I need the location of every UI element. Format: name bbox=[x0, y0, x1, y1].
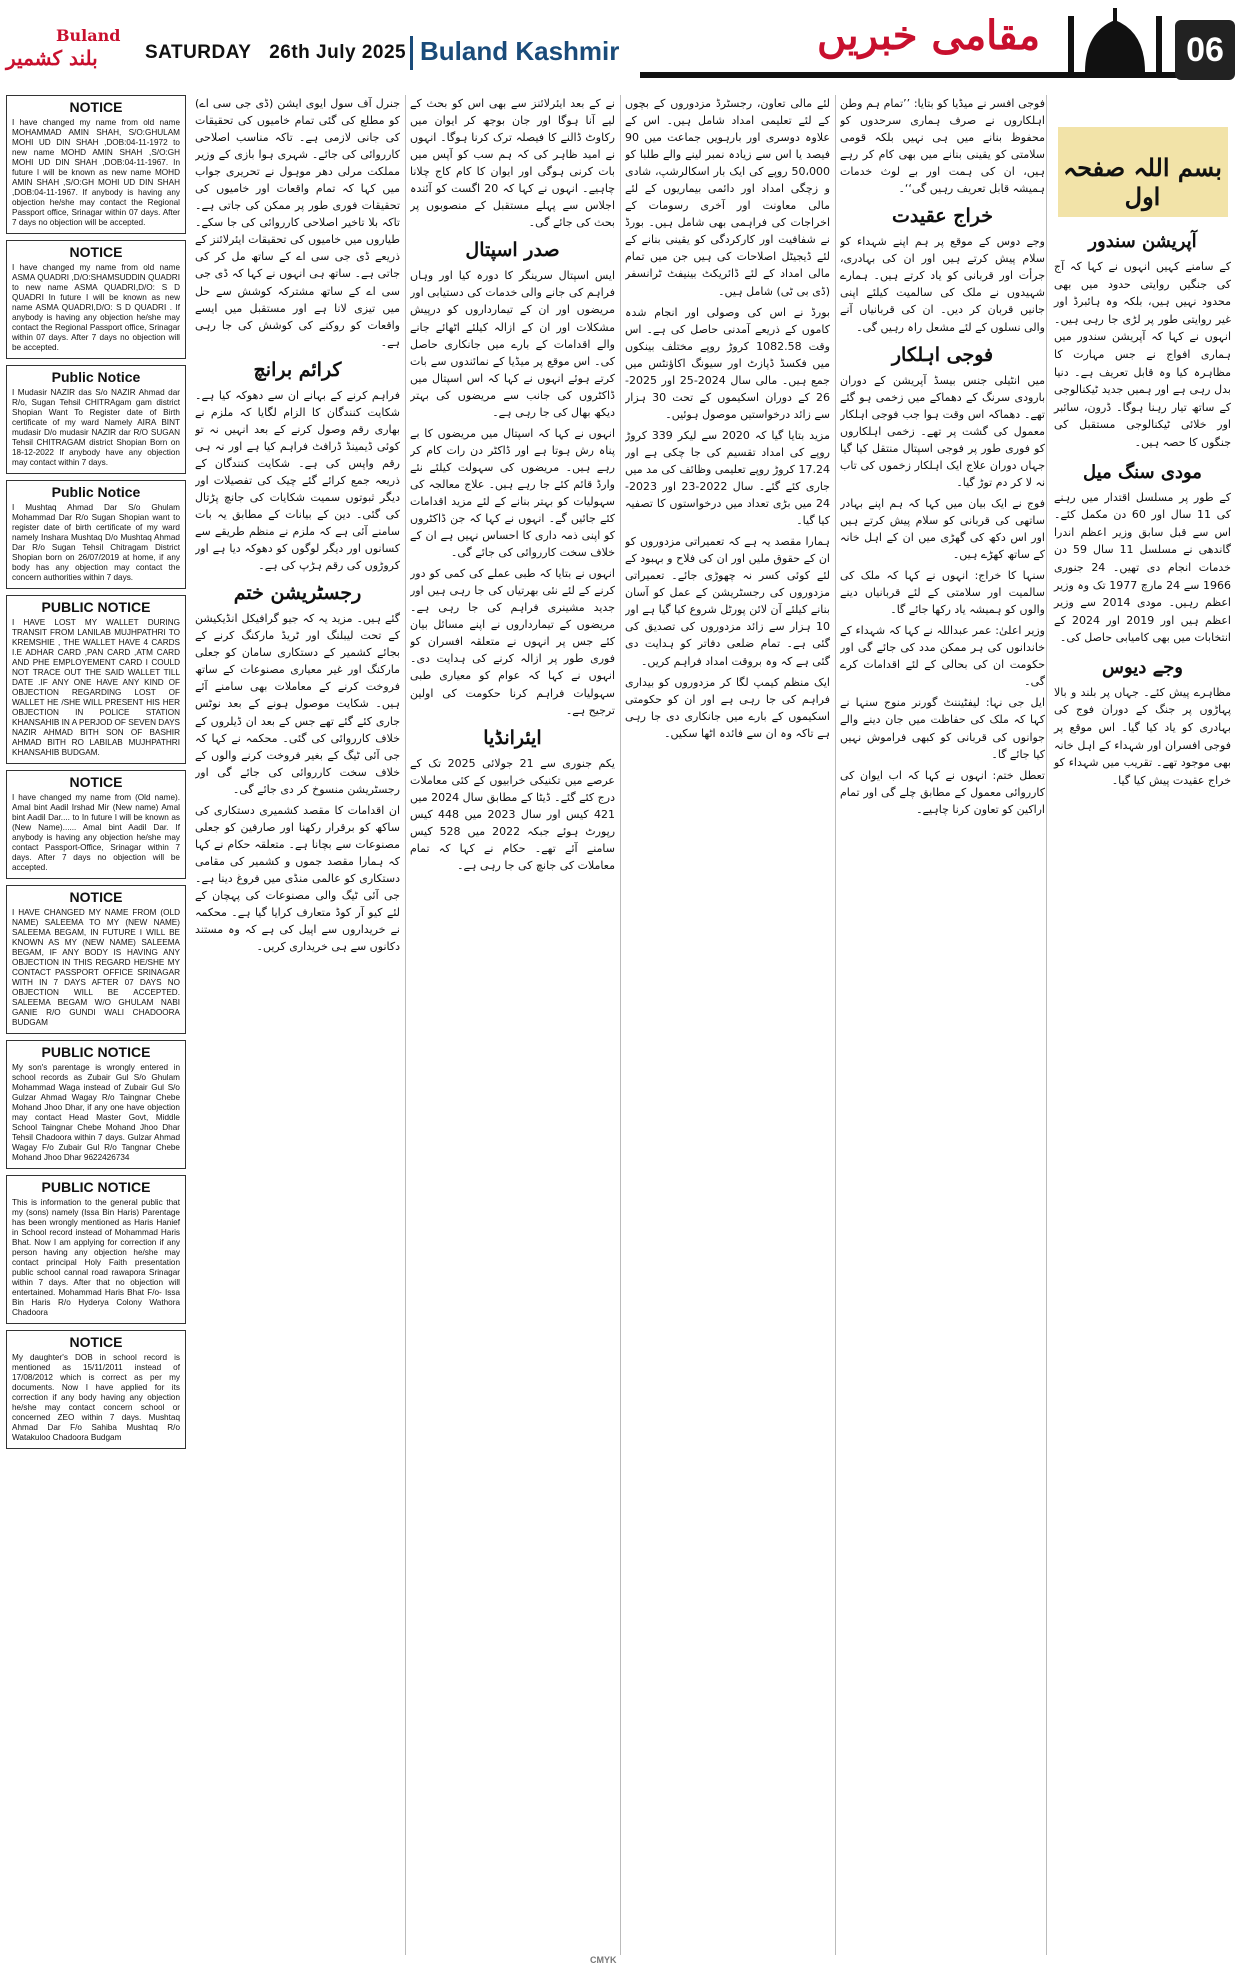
section-masthead bbox=[640, 6, 1180, 86]
column-3-paras-1 bbox=[625, 95, 830, 742]
article-paragraph: ایل جی نہا: لیفٹیننٹ گورنر منوج سنہا نے کہا کہ ملک کی حفاظت میں جان دینے والے جوانوں کی قربانی کو کبھی فراموش نہیں کیا جائے گا۔ bbox=[840, 696, 1045, 761]
brand-kashmir: Kashmir bbox=[508, 36, 620, 66]
notice-title: PUBLIC NOTICE bbox=[41, 1179, 151, 1195]
news-column-3 bbox=[625, 95, 830, 1955]
date-line bbox=[145, 42, 406, 64]
column-4-head-2: خراج عقیدت bbox=[892, 205, 993, 228]
notice-body: My son's parentage is wrongly entered in school records as Zubair Gul S/o Ghulam Mohammad Waga instead of Zubair Gul S/o Gulzar Ahmad Wagay R/o Taingnar Chebe Mohand Jhoo Dhar, if any one have objection may contact Head Master Govt, Middle School Taingnar Chebe Mohand Jhoo Dhar Tehsil Chadoora within 7 days. Gulzar Ahmad Wagay F/o Zubair Gul R/o Tangnar Chebe Mohand Jhoo Dhar 9622426734 bbox=[12, 1063, 180, 1162]
notice-box bbox=[6, 1040, 186, 1169]
notice-box bbox=[6, 240, 186, 359]
column-1-paras-3 bbox=[195, 610, 400, 955]
column-4-paras-1 bbox=[840, 95, 1045, 197]
notice-box bbox=[6, 885, 186, 1034]
notice-box bbox=[6, 1175, 186, 1324]
notice-box bbox=[6, 770, 186, 879]
column-divider bbox=[1046, 95, 1047, 1955]
notice-box bbox=[6, 1330, 186, 1449]
brand-buland: Buland bbox=[420, 36, 509, 66]
newspaper-logo bbox=[6, 22, 156, 72]
feature-heading: آپریشن سندور bbox=[1088, 231, 1197, 252]
logo-ur: بلند کشمیر bbox=[6, 46, 98, 70]
column-2-paras-3 bbox=[410, 755, 615, 874]
mosque-dome-icon bbox=[1060, 6, 1170, 72]
column-4-paras-2 bbox=[840, 233, 1045, 335]
feature-text: کے طور پر مسلسل اقتدار میں رہنے کی 11 سال اور 60 دن مکمل کئے۔ اس سے قبل سابق وزیر اعظم اندرا گاندھی نے مسلسل 11 سال 59 دن خدمات انجام دی تھیں۔ 24 جنوری 1966 سے 24 مارچ 1977 تک وہ وزیر اعظم رہیں۔ مودی 2014 سے وزیر اعظم ہیں اور 2019 اور 2024 کے انتخابات میں بھی کامیابی حاصل کی۔ bbox=[1054, 490, 1231, 645]
article-paragraph: انہوں نے بتایا کہ طبی عملے کی کمی کو دور کرنے کے لئے نئی بھرتیاں کی جا رہی ہیں اور جدید مشینری فراہم کی جا رہی ہے۔ مریضوں کے تیمارداروں نے اپنے مسائل بیان کئے جس پر انہوں نے متعلقہ افسران کو فوری طور پر ازالہ کرنے کی ہدایت دی۔ انہوں نے کہا کہ عوام کو معیاری طبی سہولیات فراہم کرنا حکومت کی اولین ترجیح ہے۔ bbox=[410, 567, 615, 717]
notice-body: I have changed my name from old name ASMA QUADRI ,D/O:SHAMSUDDIN QUADRI to new name ASMA QUADRI,D/O: S D QUADRI In future I will be known as new name ASMA QUADRI,D/O: S D QUADRI . If anybody is having any objection he/she may contact the Regional Passport office, Srinagar within 07 days. After 7 days no objection will be accepted. bbox=[12, 263, 180, 352]
notice-title: NOTICE bbox=[69, 1334, 123, 1350]
column-2-paras-1 bbox=[410, 95, 615, 231]
print-marks: CMYK bbox=[590, 1955, 617, 1965]
column-1-head-3: رجسٹریشن ختم bbox=[233, 582, 362, 605]
masthead-header bbox=[0, 0, 1241, 90]
notice-box bbox=[6, 365, 186, 474]
column-divider bbox=[620, 95, 621, 1955]
feature-text: مظاہرے پیش کئے۔ جہاں پر بلند و بالا پہاڑوں پر جنگ کے دوران فوج کی بہادری کو یاد کیا گیا۔ اس موقع پر فوجی افسران اور شہداء کے اہل خانہ بھی موجود تھے۔ تقریب میں شہداء کو خراج عقیدت پیش کیا گیا۔ bbox=[1054, 685, 1231, 787]
article-paragraph: یکم جنوری سے 21 جولائی 2025 تک کے عرصے میں تکنیکی خرابیوں کے کئی معاملات درج کئے گئے۔ ڈیٹا کے مطابق سال 2024 میں 421 کیس اور سال 2023 میں 448 کیس رپورٹ ہوئے جبکہ 2022 میں 528 کیس سامنے آئے تھے۔ حکام نے کہا کہ تمام معاملات کی جانچ کی جا رہی ہے۔ bbox=[410, 756, 615, 872]
news-column-4 bbox=[840, 95, 1045, 1955]
notice-title: NOTICE bbox=[69, 99, 123, 115]
article-paragraph: میں انٹیلی جنس بیسڈ آپریشن کے دوران بارودی سرنگ کے دھماکے میں زخمی ہو گئے تھے۔ دھماکہ اس وقت ہوا جب فوجی اہلکار معمول کی گشت پر تھے۔ زخمی اہلکاروں کو فوری طور پر فوجی اسپتال منتقل کیا گیا جہاں دوران علاج ایک اہلکار زخموں کی تاب نہ لا کر دم توڑ گیا۔ bbox=[840, 373, 1045, 489]
notice-title: Public Notice bbox=[51, 484, 141, 500]
notice-box bbox=[6, 480, 186, 589]
article-paragraph: بورڈ نے اس کی وصولی اور انجام شدہ کاموں کے ذریعے آمدنی حاصل کی ہے۔ اس وقت 1082.58 کروڑ روپے مختلف بینکوں میں فکسڈ ڈپازٹ اور سیونگ اکاؤنٹس میں جمع ہیں۔ مالی سال 2024-25 اور 2025-26 کے دوران اسکیموں کے تحت 30 ہزار سے زائد درخواستیں موصول ہوئیں۔ bbox=[625, 305, 830, 421]
brand-name bbox=[420, 36, 619, 67]
article-paragraph: گئے ہیں۔ مزید یہ کہ جیو گرافیکل انڈیکیشن کے تحت لیبلنگ اور ٹریڈ مارکنگ کرنے کے بجائے کشمیر کے دستکاری سامان کو جعلی مارکنگ اور غیر معیاری مصنوعات کے ساتھ فروخت کرنے کے معاملات بھی سامنے آئے ہیں۔ شکایت موصول ہونے کے بعد نوٹس جاری کئے گئے تھے جس کے بعد ان ڈیلروں کے خلاف کارروائی کی گئی۔ محکمہ نے کہا کہ جی آئی ٹیگ کے بغیر فروخت کرنے والوں کے خلاف سخت کارروائی کی جائے گی اور رجسٹریشن منسوخ کر دی جائے گی۔ bbox=[195, 612, 400, 796]
column-1-head-2: کرائم برانچ bbox=[253, 358, 342, 381]
notice-title: NOTICE bbox=[69, 774, 123, 790]
column-2-paras-2 bbox=[410, 267, 615, 718]
article-paragraph: نے کے بعد ایئرلائنز سے بھی اس کو بحث کے لیے آنا ہوگا اور جان بوجھ کر ایوان میں رکاوٹ ڈالنے کا فیصلہ ترک کرنا ہوگا۔ انہوں نے امید ظاہر کی کہ ہم سب کو آپس میں بات کرنی ہوگی اور ایوان کا کام کاج چلانا چاہیے۔ انہوں نے کہا کہ 20 اگست کو آئندہ اجلاس سے پہلے مستقبل کے منصوبوں پر بحث کی جائے گی۔ bbox=[410, 97, 615, 230]
column-divider bbox=[405, 95, 406, 1955]
article-paragraph: سنہا کا خراج: انہوں نے کہا کہ ملک کی سالمیت اور سلامتی کے لئے قربانیاں دینے والوں کو ہمیشہ یاد رکھا جائے گا۔ bbox=[840, 569, 1045, 617]
logo-en: Buland bbox=[56, 26, 121, 45]
news-column-2 bbox=[410, 95, 615, 1955]
article-paragraph: فراہم کرنے کے بہانے ان سے دھوکہ کیا ہے۔ شکایت کنندگان کا الزام لگایا کہ ملزم نے بھاری رقم وصول کرنے کے بعد انہیں نہ تو کوئی ڈیمینڈ ڈرافٹ فراہم کیا ہے اور نہ ہی رقم واپس کی ہے۔ شکایت کنندگان کے ذریعہ جمع کرائے گئے چیک کی تفصیلات اور دیگر ثبوتوں سمیت شکایات کی جانچ پڑتال کی گئی۔ دین کے بیانات کے مطابق یہ بات سامنے آئی ہے کہ ملزم نے منظم طریقے سے کسانوں اور دیگر لوگوں کو دھوکہ دیا ہے اور کروڑوں کی رقم ہڑپ کی ہے۔ bbox=[195, 388, 400, 573]
notice-body: I Mushtaq Ahmad Dar S/o Ghulam Mohammad Dar R/o Sugan Shopian want to register date of birth certificate of my ward namely Inshara Mushtaq D/o Mushtaq Ahmad Dar R/o Sugan Tehsil Chitragam District Shopian born on 26/07/2019 at home, if any body has any objection may contact the concern authorities within 7 days. bbox=[12, 503, 180, 582]
article-paragraph: انہوں نے کہا کہ اسپتال میں مریضوں کا بے پناہ رش ہوتا ہے اور ڈاکٹر دن رات کام کر رہے ہیں۔ مریضوں کی سہولت کیلئے نئے وارڈ قائم کئے جا رہے ہیں۔ علاج معالجہ کی سہولیات کو بہتر بنانے کے لئے مزید اقدامات کئے جائیں گے۔ انہوں نے کہا کہ جن ڈاکٹروں کو اپنی ذمہ داری کا احساس نہیں ہے ان کے خلاف سخت کارروائی کی جائے گی۔ bbox=[410, 426, 615, 560]
article-paragraph: ایس اسپتال سرینگر کا دورہ کیا اور وہاں فراہم کی جانے والی خدمات کی دستیابی اور مریضوں اور ان کے تیمارداروں کو درپیش مشکلات اور ان کے ازالہ کیلئے اٹھائے جانے والے اقدامات کے بارے میں جانکاری حاصل کی۔ اس موقع پر میڈیا کے نمائندوں سے بات کرتے ہوئے انہوں نے کہا کہ اس اسپتال میں ڈاکٹروں کی جانب سے مریضوں کی بہتر دیکھ بھال کی جا رہی ہے۔ bbox=[410, 269, 615, 419]
notice-title: PUBLIC NOTICE bbox=[41, 599, 151, 615]
article-paragraph: لئے مالی تعاون، رجسٹرڈ مزدوروں کے بچوں کے لئے تعلیمی امداد شامل ہیں۔ اس کے علاوہ دوسری اور بارہویں جماعت میں 90 فیصد یا اس سے زیادہ نمبر لینے والے طلبا کو 50،000 روپے کی ایک بار اسکالرشپ، شادی و زچگی امداد اور دائمی بیماریوں کے لئے مالی معاونت اور آخری رسومات کے اخراجات کی فراہمی بھی شامل ہیں۔ بورڈ نے شفافیت اور کارکردگی کو یقینی بنانے کے لئے ڈیجیٹل اصلاحات کی ہیں جن میں تمام مالی امداد کے لئے ڈائریکٹ بینیفٹ ٹرانسفر (ڈی بی ٹی) شامل ہیں۔ bbox=[625, 97, 830, 298]
column-1-paras-2 bbox=[195, 387, 400, 575]
notice-body: My daughter's DOB in school record is mentioned as 15/11/2011 instead of 17/08/2012 which is correct as per my documents. Now I have applied for its correction if any body having any objection he/she may contact concern school or concerned ZEO within 7 days. Mushtaq Ahmad Dar F/o Sahiba Mushtaq R/o Watakuloo Chadoora Budgam bbox=[12, 1353, 180, 1442]
header-divider bbox=[410, 36, 413, 70]
notice-title: NOTICE bbox=[69, 244, 123, 260]
notice-body: I HAVE LOST MY WALLET DURING TRANSIT FROM LANILAB MUJHPATHRI TO KREMSHIE , THE WALLET HAVE 4 CARDS I.E ADHAR CARD ,PAN CARD ,ATM CARD AND PHE EMPLOYEMENT CARD I COULD NOT TRACE OUT THE SAID WALLET TILL DATE .IF ANY ONE HAVE ANY KIND OF OBJECTION REGARDING LOST OF WALLET HE /SHE WILL PRESENT HIS HER OBJECTION IN POLICE STATION KHANSAHIB IN A PERJOD OF SEVEN DAYS NAZIR AHMAD BITH SON OF BASHIR AHMAD BITH RO LABILAB MUJHPATHRI KHANSAHIB BUDGAM. bbox=[12, 618, 180, 757]
notice-title: PUBLIC NOTICE bbox=[41, 1044, 151, 1060]
date: 26th July 2025 bbox=[269, 42, 407, 63]
notice-box bbox=[6, 595, 186, 764]
feature-heading: مودی سنگ میل bbox=[1083, 461, 1202, 483]
notice-body: I have changed my name from old name MOHAMMAD AMIN SHAH, S/O:GHULAM MOHI UD DIN SHAH ,DOB:04-11-1972 to new name MOHD AMIN SHAH ,S/O:GH MOHI UD DIN SHAH ,DOB:04-11-1967. In future I will be known as new name MOHD AMIN SHAH ,S/O:GH MOHI UD DIN SHAH ,DOB:04-11-1967. If anybody is having any objection he/she may contact the Regional Passport office, Srinagar within 07 days. After 7 days no objection will be accepted. bbox=[12, 118, 180, 227]
article-paragraph: ہمارا مقصد یہ ہے کہ تعمیراتی مزدوروں کو ان کے حقوق ملیں اور ان کی فلاح و بہبود کے لئے کوئی کسر نہ چھوڑی جائے۔ تعمیراتی مزدوروں کی رجسٹریشن کے عمل کو آسان بنانے کیلئے آن لائن پورٹل شروع کیا گیا ہے اور 10 ہزار سے زائد مزدوروں کی تصدیق کی گئی ہے۔ تمام ضلعی دفاتر کو ہدایت دی گئی ہے کہ وہ بروقت امداد فراہم کریں۔ bbox=[625, 535, 830, 668]
column-1-paras-1 bbox=[195, 95, 400, 351]
bismillah-title: بسم اللہ صفحہ اول bbox=[1063, 153, 1222, 211]
article-paragraph: ان اقدامات کا مقصد کشمیری دستکاری کی ساکھ کو برقرار رکھنا اور صارفین کو جعلی مصنوعات سے بچانا ہے۔ متعلقہ حکام نے کہا کہ ہمارا مقصد جموں و کشمیر کی مقامی دستکاری کو عالمی منڈی میں فروغ دینا ہے۔ جی آئی ٹیگ والی مصنوعات کی پہچان کے لئے کیو آر کوڈ متعارف کرایا گیا ہے۔ محکمہ نے خریداروں سے اپیل کی ہے کہ وہ مستند دکانوں سے ہی خریداری کریں۔ bbox=[195, 803, 400, 954]
column-divider bbox=[835, 95, 836, 1955]
feature-text: کے سامنے کہیں انہوں نے کہا کہ آج کی جنگیں روایتی حدود میں بھی محدود نہیں ہیں، بلکہ وہ ہائبرڈ اور غیر روایتی طور پر لڑی جا رہی ہیں۔ انہوں نے کہا کہ آپریشن سندور میں ہماری افواج نے جس مہارت کا مظاہرہ کیا وہ قابل تعریف ہے۔ دنیا بدل رہی ہے اور ہمیں جدید ٹیکنالوجی کے ساتھ تیار رہنا ہوگا۔ ڈرون، سائبر اور خلائی ٹیکنالوجی مستقبل کی جنگوں کا حصہ ہیں۔ bbox=[1054, 260, 1231, 449]
article-paragraph: وجے دوس کے موقع پر ہم اپنے شہداء کو سلام پیش کرتے ہیں اور ان کی بہادری، جرأت اور قربانی کو یاد کرتے ہیں۔ ہمارے شہیدوں نے ملک کی سالمیت کیلئے اپنی جانیں قربان کر دیں۔ ان کی قربانیاں آنے والی نسلوں کے لئے مشعل راہ رہیں گی۔ bbox=[840, 235, 1045, 334]
article-paragraph: وزیر اعلیٰ: عمر عبداللہ نے کہا کہ شہداء کے خاندانوں کی ہر ممکن مدد کی جائے گی اور حکومت ان کی بحالی کے لئے اقدامات کرے گی۔ bbox=[840, 624, 1045, 689]
bismillah-box bbox=[1058, 127, 1228, 217]
section-title: مقامی خبریں bbox=[817, 12, 1040, 59]
masthead-rule bbox=[640, 72, 1180, 78]
column-4-head-3: فوجی اہلکار bbox=[891, 343, 994, 366]
notice-body: This is information to the general public that my (sons) namely (Issa Bin Haris) Parentage has been wrongly mentioned as Haris Hanief in School record instead of Mohammad Haris Bhat. Now I am applying for correction if any person having any objection he/she may contact principal Holy Faith presentation public school cannal road rawapora Srinagar within 7 days. After that no objection will entertained. Mohammad Haris Bhat F/o- Issa Bin Haris R/o Hyderya Colony Wathora Chadoora bbox=[12, 1198, 180, 1317]
page-number: 06 bbox=[1175, 20, 1235, 80]
notice-box bbox=[6, 95, 186, 234]
article-paragraph: تعطل ختم: انہوں نے کہا کہ اب ایوان کی کارروائی معمول کے مطابق چلے گی اور تمام اراکین کو تعاون کرنا چاہیے۔ bbox=[840, 768, 1045, 816]
article-paragraph: مزید بتایا گیا کہ 2020 سے لیکر 339 کروڑ روپے کی امداد تقسیم کی جا چکی ہے اور 17.24 کروڑ روپے تعلیمی وظائف کی مد میں جاری کئے گئے۔ سال 2022-23 اور 2023-24 میں بڑی تعداد میں درخواستوں کا تصفیہ کیا گیا۔ bbox=[625, 428, 830, 528]
notice-title: Public Notice bbox=[51, 369, 141, 385]
weekday: SATURDAY bbox=[145, 42, 252, 63]
column-4-paras-3 bbox=[840, 372, 1045, 818]
article-paragraph: فوج نے ایک بیان میں کہا کہ ہم اپنے بہادر ساتھی کی قربانی کو سلام پیش کرتے ہیں اور اس دکھ کی گھڑی میں ان کے اہل خانہ کے ساتھ کھڑے ہیں۔ bbox=[840, 496, 1045, 562]
article-paragraph: جنرل آف سول ایوی ایشن (ڈی جی سی اے) کو مطلع کی گئی تمام خامیوں کی تحقیقات کی جانی لازمی ہے۔ تاکہ مناسب اصلاحی کارروائی کی جائے۔ شہری ہوا بازی کے وزیر مملکت مرلی دھر موہول نے تحریری جواب میں کہا کہ تمام واقعات اور خامیوں کی تحقیقات فوری طور پر ممکن کی جاتی ہے۔ تاکہ بلا تاخیر اصلاحی کارروائی کی جا سکے۔ طیاروں میں خامیوں کی تحقیقات ایئرلائنز کے ذریعے ڈی جی سی اے کے ساتھ مل کر کی جاتی ہے۔ ساتھ ہی انہوں نے کہا کہ ڈی جی سی اے کے ساتھ مشترکہ کوشش سے حل میں تیزی لانا ہے اور مستقبل میں ایسے واقعات کو روکنے کی کوشش کی جا رہی ہے۔ bbox=[195, 97, 400, 349]
article-paragraph: ایک منظم کیمپ لگا کر مزدوروں کو بیداری فراہم کی جا رہی ہے اور ان کو حکومتی اسکیموں کے بارے میں جانکاری دی جا رہی ہے تاکہ وہ ان سے فائدہ اٹھا سکیں۔ bbox=[625, 675, 830, 740]
feature-column bbox=[1050, 95, 1235, 1955]
notices-column bbox=[6, 95, 186, 1955]
column-2-head-3: ایئرانڈیا bbox=[483, 726, 542, 749]
column-2-head-2: صدر اسپتال bbox=[465, 239, 560, 262]
notice-body: I have changed my name from (Old name). Amal bint Aadil Irshad Mir (New name) Amal bint Aadil Dar.... to In future I will be known as (New Name)...... Amal bint Aadil Dar. If anybody is having any objection he/she may contact Passport-Office, Srinagar within 7 days. After 7 days no objection will be accepted. bbox=[12, 793, 180, 872]
feature-sections bbox=[1050, 231, 1235, 789]
notice-body: I HAVE CHANGED MY NAME FROM (OLD NAME) SALEEMA TO MY (NEW NAME) SALEEMA BEGAM, IN FUTURE I WILL BE KNOWN AS MY (NEW NAME) SALEEMA BEGAM, IF ANY BODY IS HAVING ANY OBJECTION IN THIS REGARD HE/SHE MY CONTACT PASSPORT OFFICE SRINAGAR WITH IN 7 DAYS AFTER 07 DAYS NO OBJECTION WILL BE ACCEPTED. SALEEMA BEGAM W/O GHULAM NABI GANIE R/O GUNDI WALI CHADOORA BUDGAM bbox=[12, 908, 180, 1027]
notice-title: NOTICE bbox=[69, 889, 123, 905]
notice-body: I Mudasir NAZIR das S/o NAZIR Ahmad dar R/o, Sugan Tehsil CHITRAgam gam district Shopian Want To Register date of Birth certificate of my ward Namely AIRA BINT mudasir D/o mudasir NAZIR dar R/O SUGAN Tehsil CHITRAGAM district Shopian Born on 18-12-2022 If anybody have any objection may contact within 7 days. bbox=[12, 388, 180, 467]
news-column-1 bbox=[195, 95, 400, 1955]
feature-heading: وجے دیوس bbox=[1102, 656, 1183, 678]
article-paragraph: فوجی افسر نے میڈیا کو بتایا: ’’تمام ہم وطن اہلکاروں نے صرف ہماری سرحدوں کو محفوظ بنانے میں ہی نہیں بلکہ قومی سلامتی کو یقینی بنانے میں بھی کام کر رہے ہیں، ان کی ہمت اور بے لوث خدمات ہمیشہ قابل تعریف رہیں گی‘‘۔ bbox=[840, 97, 1045, 196]
